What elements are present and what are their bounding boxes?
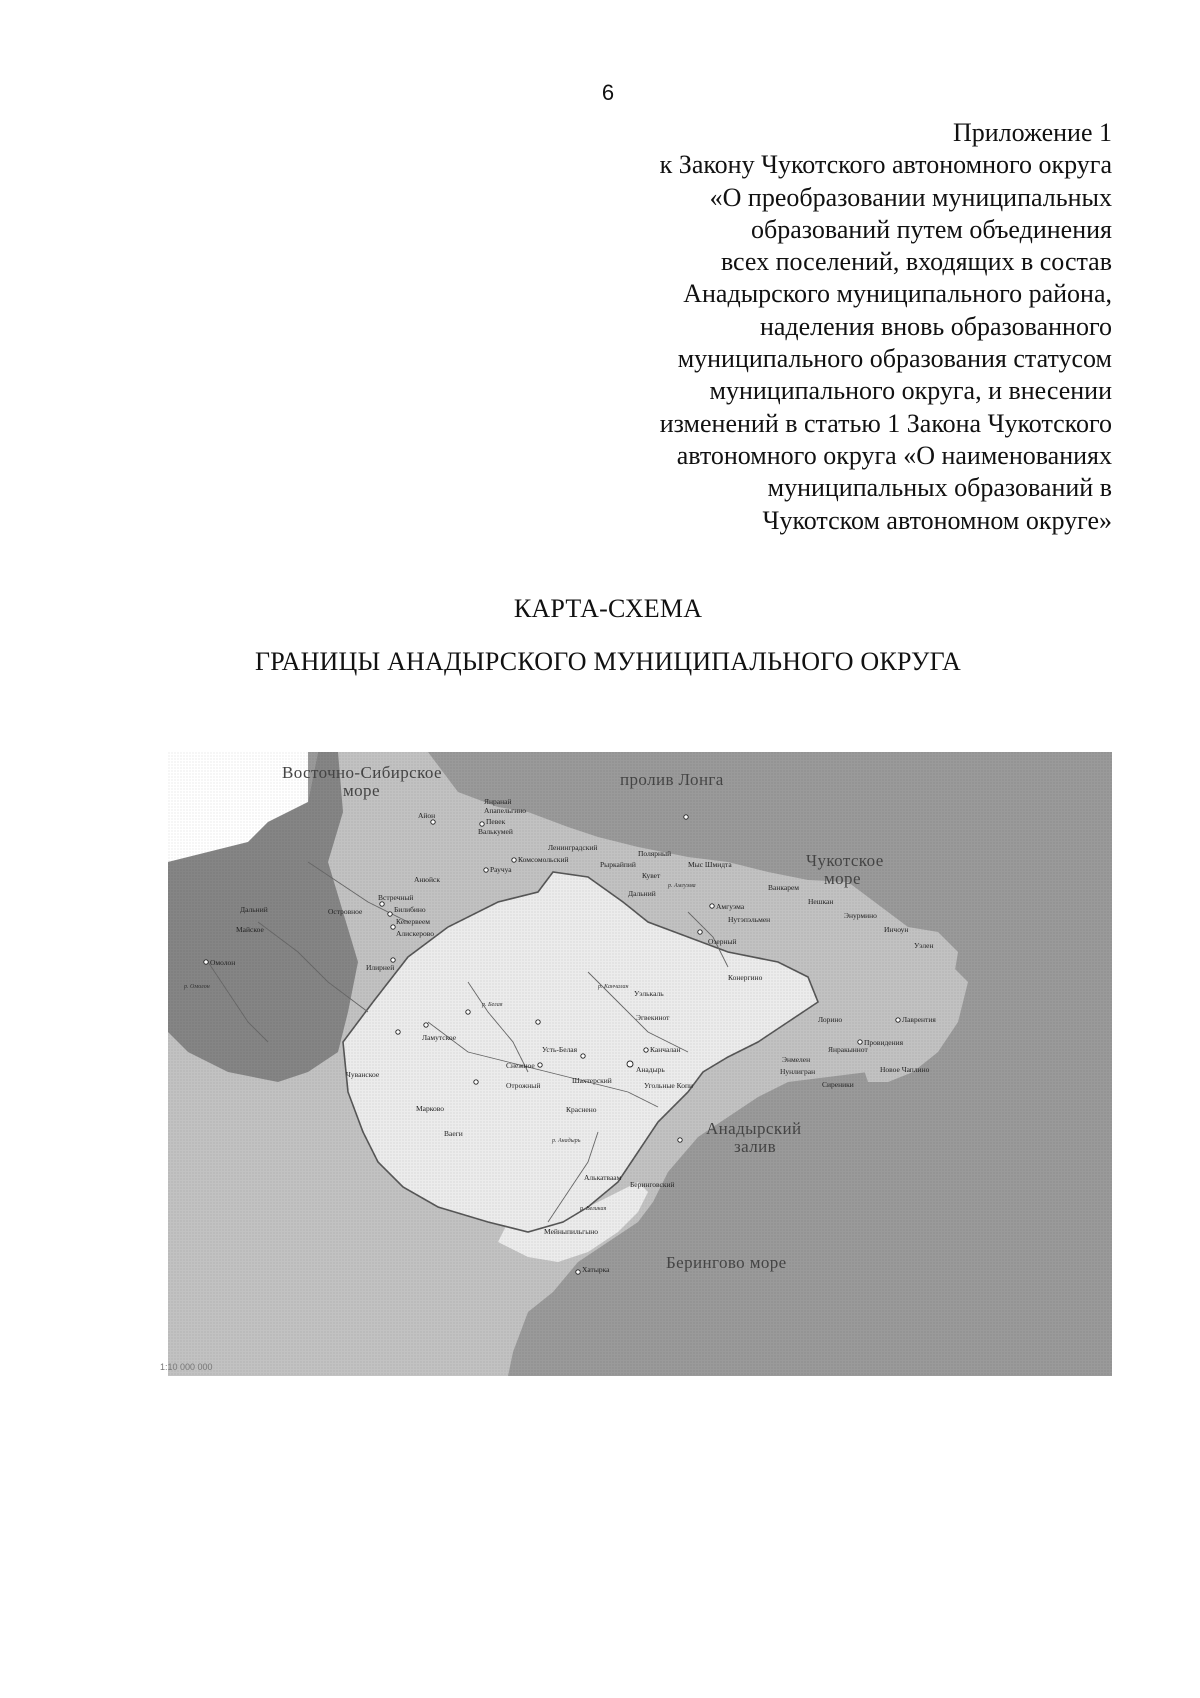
appendix-line: к Закону Чукотского автономного округа <box>659 150 1112 180</box>
settlement-label: Комсомольский <box>518 855 569 864</box>
appendix-line: наделения вновь образованного <box>759 311 1112 341</box>
appendix-line: муниципального образования статусом <box>677 344 1112 374</box>
settlement-label: Ламутское <box>422 1033 457 1042</box>
settlement-label: Валькумей <box>478 827 513 836</box>
settlement-label: Билибино <box>394 905 426 914</box>
settlement-label: Конергино <box>728 973 763 982</box>
settlement-label: Озерный <box>708 937 737 946</box>
settlement-marker <box>684 815 688 819</box>
settlement-label: Дальний <box>628 889 656 898</box>
settlement-marker <box>538 1063 542 1067</box>
settlement-label: Уэлен <box>914 941 934 950</box>
appendix-line: изменений в статью 1 Закона Чукотского <box>659 408 1112 438</box>
settlement-label: Лорино <box>818 1015 843 1024</box>
appendix-header <box>492 117 1112 537</box>
settlement-label: Кувет <box>642 871 661 880</box>
sea-label: пролив Лонга <box>620 770 724 789</box>
page-number: 6 <box>601 80 615 105</box>
river-label: р. Великая <box>580 1206 607 1212</box>
settlement-label: Мыс Шмидта <box>688 860 732 869</box>
map-title: КАРТА-СХЕМА <box>513 594 703 623</box>
sea-label: Берингово море <box>666 1253 787 1272</box>
settlement-label: Певек <box>486 817 506 826</box>
sea-label: море <box>824 869 861 888</box>
appendix-line: образований путем объединения <box>751 214 1112 244</box>
settlement-label: Раучуа <box>490 865 512 874</box>
settlement-label: Майское <box>236 925 264 934</box>
sea-label: Чукотское <box>806 851 884 870</box>
settlement-marker <box>627 1061 633 1067</box>
settlement-marker <box>391 958 395 962</box>
map-texture <box>168 752 1112 1376</box>
settlement-label: Алискерово <box>396 929 435 938</box>
settlement-label: Ваеги <box>444 1129 463 1138</box>
settlement-label: Провидения <box>864 1038 904 1047</box>
settlement-marker <box>474 1080 478 1084</box>
settlement-label: Сиреники <box>822 1080 854 1089</box>
settlement-label: Анадырь <box>636 1065 665 1074</box>
settlement-label: Амгуэма <box>716 902 745 911</box>
map-scheme <box>168 752 1112 1376</box>
settlement-label: Ленинградский <box>548 843 598 852</box>
sea-label: залив <box>734 1137 777 1156</box>
settlement-marker <box>380 902 384 906</box>
settlement-marker <box>896 1018 900 1022</box>
settlement-marker <box>576 1270 580 1274</box>
settlement-label: Янракыннот <box>828 1045 868 1054</box>
appendix-line: всех поселений, входящих в состав <box>720 247 1112 277</box>
settlement-label: Лаврентия <box>902 1015 936 1024</box>
settlement-label: Островное <box>328 907 363 916</box>
settlement-label: Апапельгино <box>484 806 527 815</box>
settlement-marker <box>480 822 484 826</box>
river-label: р. Анадырь <box>552 1138 581 1144</box>
settlement-marker <box>581 1054 585 1058</box>
settlement-marker <box>391 925 395 929</box>
settlement-label: Шахтерский <box>572 1076 612 1085</box>
settlement-label: Эгвекинот <box>636 1013 670 1022</box>
settlement-label: Айон <box>418 811 436 820</box>
river-label: р. Амгуэма <box>668 883 696 889</box>
settlement-label: Энурмино <box>844 911 877 920</box>
settlement-label: Нунлигран <box>780 1067 816 1076</box>
settlement-label: Усть-Белая <box>542 1045 578 1054</box>
appendix-line: «О преобразовании муниципальных <box>709 182 1112 212</box>
settlement-label: Угольные Копи <box>644 1081 694 1090</box>
settlement-label: Встречный <box>378 893 414 902</box>
settlement-marker <box>424 1023 428 1027</box>
settlement-label: Хатырка <box>582 1265 610 1274</box>
settlement-marker <box>710 904 714 908</box>
settlement-marker <box>512 858 516 862</box>
settlement-label: Полярный <box>638 849 672 858</box>
settlement-marker <box>204 960 208 964</box>
settlement-label: Анюйск <box>414 875 441 884</box>
settlement-marker <box>644 1048 648 1052</box>
settlement-label: Кепервеем <box>396 917 431 926</box>
settlement-label: Янранай <box>484 797 512 806</box>
appendix-line: муниципальных образований в <box>767 473 1112 503</box>
settlement-label: Марково <box>416 1104 445 1113</box>
appendix-line: Чукотском автономном округе» <box>762 505 1112 535</box>
settlement-marker <box>536 1020 540 1024</box>
river-label: р. Омолон <box>184 984 210 990</box>
river-label: р. Канчалан <box>598 984 629 990</box>
settlement-label: Беринговский <box>630 1180 675 1189</box>
settlement-label: Нешкан <box>808 897 834 906</box>
settlement-label: Рыркайпий <box>600 860 636 869</box>
settlement-label: Отрожный <box>506 1081 541 1090</box>
river-label: р. Белая <box>482 1002 503 1008</box>
settlement-marker <box>388 912 392 916</box>
settlement-marker <box>698 930 702 934</box>
settlement-label: Инчоун <box>884 925 909 934</box>
settlement-label: Нутэпэльмен <box>728 915 771 924</box>
settlement-label: Омолон <box>210 958 236 967</box>
settlement-label: Алькатваам <box>584 1173 622 1182</box>
settlement-label: Илирней <box>366 963 395 972</box>
appendix-line: муниципального округа, и внесении <box>709 376 1112 406</box>
settlement-marker <box>431 820 435 824</box>
settlement-label: Уэлькаль <box>634 989 664 998</box>
settlement-label: Краснено <box>566 1105 597 1114</box>
settlement-marker <box>678 1138 682 1142</box>
settlement-label: Дальний <box>240 905 268 914</box>
appendix-line: Анадырского муниципального района, <box>683 279 1112 309</box>
settlement-label: Мейныпильгыно <box>544 1227 599 1236</box>
settlement-marker <box>858 1040 862 1044</box>
appendix-line: автономного округа «О наименованиях <box>676 440 1112 470</box>
settlement-label: Снежное <box>506 1061 535 1070</box>
appendix-line: Приложение 1 <box>952 118 1112 147</box>
settlement-label: Канчалан <box>650 1045 681 1054</box>
settlement-label: Чуванское <box>346 1070 380 1079</box>
map-subtitle: ГРАНИЦЫ АНАДЫРСКОГО МУНИЦИПАЛЬНОГО ОКРУГА <box>255 647 961 676</box>
settlement-marker <box>466 1010 470 1014</box>
settlement-label: Энмелен <box>782 1055 811 1064</box>
map-scale: 1:10 000 000 <box>160 1362 213 1372</box>
settlement-label: Новое Чаплино <box>880 1065 930 1074</box>
sea-label: Восточно-Сибирское <box>282 763 442 782</box>
sea-label: Анадырский <box>706 1119 802 1138</box>
settlement-marker <box>484 868 488 872</box>
settlement-marker <box>396 1030 400 1034</box>
sea-label: море <box>343 781 380 800</box>
settlement-label: Ванкарем <box>768 883 800 892</box>
